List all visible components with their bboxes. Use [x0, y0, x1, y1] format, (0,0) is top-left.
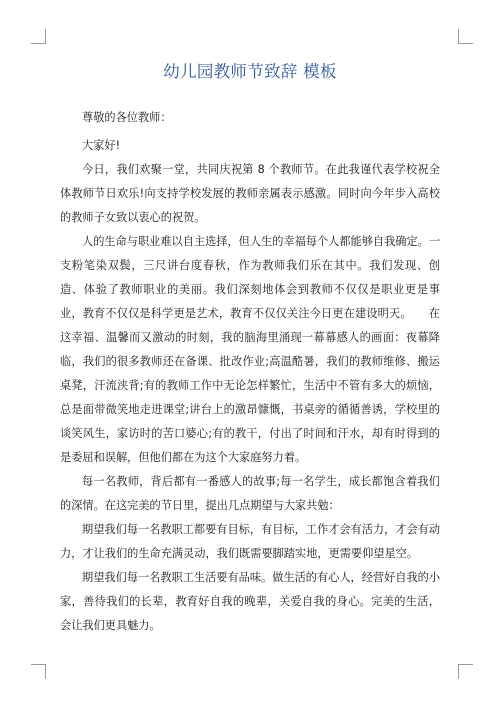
document-page: [60, 60, 440, 638]
greeting: 大家好!: [82, 139, 121, 152]
crop-mark-top-left: [31, 29, 46, 44]
paragraph-stories: 每一名教师，背后都有一番感人的故事;每一名学生，成长都饱含着我们的深情。在这完美的节日里，提出几点期望与大家共勉：: [60, 475, 440, 512]
crop-mark-bottom-left: [31, 664, 46, 679]
salutation: 尊敬的各位教师：: [82, 111, 172, 124]
crop-mark-bottom-right: [458, 664, 473, 679]
paragraph-opening: 今日，我们欢聚一堂，共同庆祝第 8 个教师节。在此我谨代表学校祝全体教师节日欢乐!向支持学校发展的教师亲属表示感激。同时向今年步入高校的教师子女致以衷心的祝贺。: [60, 163, 440, 224]
crop-mark-top-right: [458, 29, 473, 44]
paragraph-teaching-life: 人的生命与职业难以自主选择，但人生的幸福每个人都能够自我确定。一支粉笔染双鬓，三尺讲台度春秋，作为教师我们乐在其中。我们发现、创造、体验了教师职业的美丽。我们深刻地体会到教师不仅仅是职业更是事业，教育不仅仅是科学更是艺术，教育不仅仅关注今日更在建设明天。 在这幸福、温馨而又激动的时刻，我的脑海里涌现一幕幕感人的画面：夜幕降临，我们的很多教师还在备课、批改作业;高温酷暑，我们的教师维修、搬运桌凳，汗流浃背;有的教师工作中无论怎样繁忙，生活中不管有多大的烦恼，总是面带微笑地走进课堂;讲台上的激昂慷慨，书桌旁的循循善诱，学校里的谈笑风生，家访时的苦口婆心;有的教干，付出了时间和汗水，却有时得到的是委屈和误解，但他们都在为这个大家庭努力着。: [60, 235, 441, 464]
paragraph-goals: 期望我们每一名教职工都要有目标，有目标，工作才会有活力，才会有动力，才让我们的生命充满灵动，我们既需要脚踏实地，更需要仰望星空。: [60, 523, 441, 560]
paragraph-life-taste: 期望我们每一名教职工生活要有品味。做生活的有心人，经营好自我的小家，善待我们的长辈，教育好自我的晚辈，关爱自我的身心。完美的生活，会让我们更具魅力。: [60, 571, 441, 632]
document-title: 幼儿园教师节致辞 模板: [163, 62, 337, 81]
